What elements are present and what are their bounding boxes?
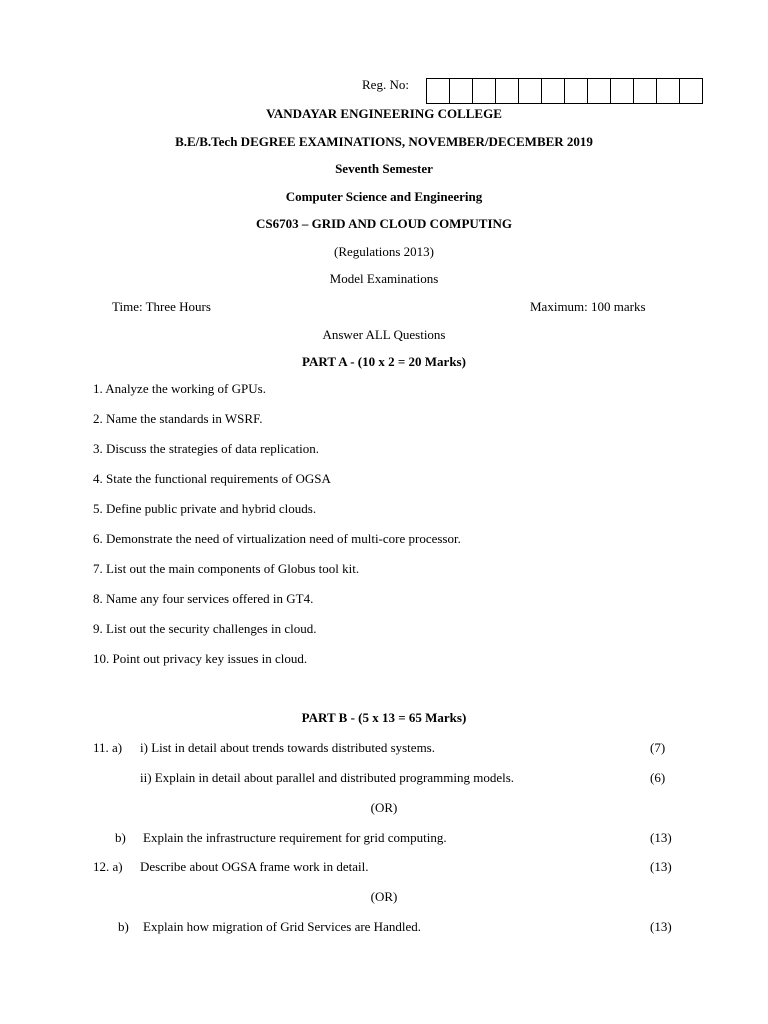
q11b-marks: (13) [650, 830, 672, 845]
question-6: 6. Demonstrate the need of virtualization need of multi-core processor. [93, 531, 461, 546]
part-b-heading: PART B - (5 x 13 = 65 Marks) [301, 710, 467, 725]
reg-no-box [565, 78, 588, 104]
exam-type: Model Examinations [329, 271, 439, 286]
semester: Seventh Semester [335, 161, 433, 176]
question-2: 2. Name the standards in WSRF. [93, 411, 263, 426]
or-separator-2: (OR) [370, 889, 398, 904]
q12a-marks: (13) [650, 859, 672, 874]
reg-no-box [496, 78, 519, 104]
q11b-text: Explain the infrastructure requirement for grid computing. [143, 830, 447, 845]
q12b-text: Explain how migration of Grid Services are Handled. [143, 919, 421, 934]
reg-no-label: Reg. No: [362, 77, 409, 92]
instruction: Answer ALL Questions [322, 327, 446, 342]
reg-no-boxes [426, 78, 703, 104]
q12b-number: b) [118, 919, 129, 934]
question-9: 9. List out the security challenges in cloud. [93, 621, 317, 636]
question-1: 1. Analyze the working of GPUs. [93, 381, 266, 396]
reg-no-box [473, 78, 496, 104]
reg-no-box [427, 78, 450, 104]
reg-no-box [634, 78, 657, 104]
exam-title: B.E/B.Tech DEGREE EXAMINATIONS, NOVEMBER/DECEMBER 2019 [175, 134, 593, 149]
regulations: (Regulations 2013) [333, 244, 434, 259]
college-name: VANDAYAR ENGINEERING COLLEGE [266, 106, 502, 121]
question-8: 8. Name any four services offered in GT4. [93, 591, 314, 606]
q11a-i-marks: (7) [650, 740, 666, 755]
reg-no-box [657, 78, 680, 104]
q12a-number: 12. a) [93, 859, 123, 874]
reg-no-box [588, 78, 611, 104]
q11a-number: 11. a) [93, 740, 123, 755]
question-5: 5. Define public private and hybrid clouds. [93, 501, 317, 516]
max-marks: Maximum: 100 marks [530, 299, 646, 314]
reg-no-box [450, 78, 473, 104]
q11a-i-text: i) List in detail about trends towards distributed systems. [140, 740, 435, 755]
department: Computer Science and Engineering [285, 189, 483, 204]
question-7: 7. List out the main components of Globus tool kit. [93, 561, 360, 576]
or-separator-1: (OR) [370, 800, 398, 815]
reg-no-box [519, 78, 542, 104]
q11a-ii-marks: (6) [650, 770, 666, 785]
course-title: CS6703 – GRID AND CLOUD COMPUTING [255, 216, 513, 231]
reg-no-box [611, 78, 634, 104]
question-4: 4. State the functional requirements of OGSA [93, 471, 331, 486]
q12a-text: Describe about OGSA frame work in detail. [140, 859, 369, 874]
question-3: 3. Discuss the strategies of data replication. [93, 441, 319, 456]
time-label: Time: Three Hours [112, 299, 211, 314]
question-10: 10. Point out privacy key issues in cloud. [93, 651, 308, 666]
reg-no-box [680, 78, 703, 104]
q12b-marks: (13) [650, 919, 672, 934]
reg-no-box [542, 78, 565, 104]
q11b-number: b) [115, 830, 126, 845]
part-a-heading: PART A - (10 x 2 = 20 Marks) [302, 354, 466, 369]
q11a-ii-text: ii) Explain in detail about parallel and distributed programming models. [140, 770, 515, 785]
